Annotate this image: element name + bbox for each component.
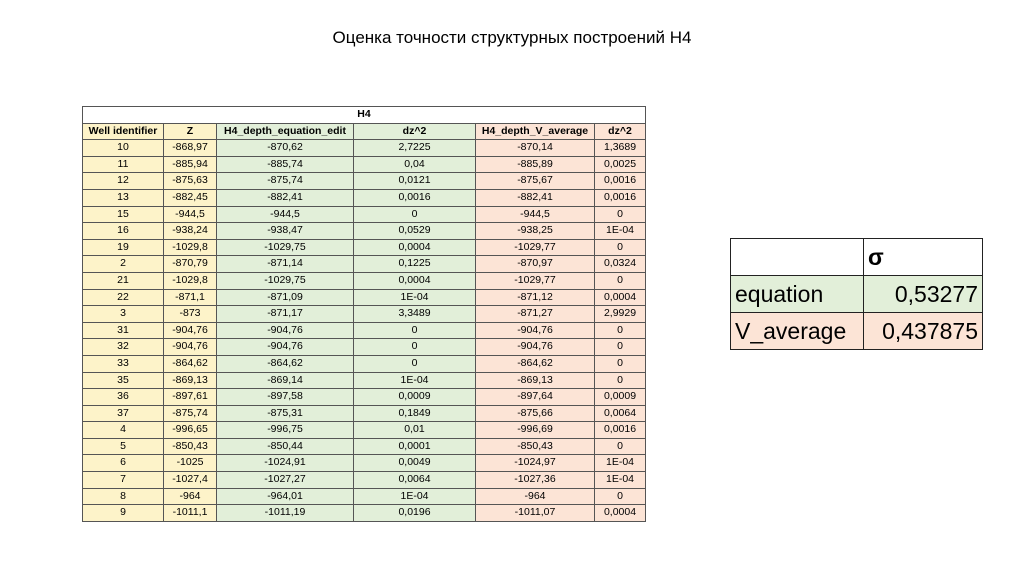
table-row — [83, 405, 646, 422]
cell-z: -868,97 — [164, 140, 217, 157]
cell-z: -1011,1 — [164, 505, 217, 522]
cell-z: -875,63 — [164, 173, 217, 190]
cell-dz2-equation: 0,0196 — [354, 505, 476, 522]
cell-depth-v-average: -944,5 — [476, 206, 595, 223]
cell-depth-equation: -996,75 — [217, 422, 354, 439]
cell-dz2-v-average: 1,3689 — [595, 140, 646, 157]
cell-depth-equation: -904,76 — [217, 322, 354, 339]
header-dz2-v-average: dz^2 — [595, 123, 646, 140]
cell-dz2-equation: 0,0004 — [354, 239, 476, 256]
cell-depth-v-average: -850,43 — [476, 438, 595, 455]
cell-dz2-equation: 1E-04 — [354, 488, 476, 505]
table-row — [83, 256, 646, 273]
sigma-label-v-average: V_average — [731, 313, 864, 350]
cell-dz2-equation: 0,0049 — [354, 455, 476, 472]
cell-dz2-v-average: 0,0004 — [595, 289, 646, 306]
cell-z: -850,43 — [164, 438, 217, 455]
cell-z: -904,76 — [164, 339, 217, 356]
cell-z: -938,24 — [164, 223, 217, 240]
cell-dz2-v-average: 0,0324 — [595, 256, 646, 273]
table-row — [83, 223, 646, 240]
table-row — [83, 339, 646, 356]
cell-z: -1027,4 — [164, 472, 217, 489]
cell-dz2-v-average: 1E-04 — [595, 455, 646, 472]
cell-z: -869,13 — [164, 372, 217, 389]
sigma-row-v-average — [731, 313, 983, 350]
cell-depth-v-average: -870,14 — [476, 140, 595, 157]
table-row — [83, 140, 646, 157]
cell-well-id: 10 — [83, 140, 164, 157]
cell-depth-equation: -871,14 — [217, 256, 354, 273]
slide-title: Оценка точности структурных построений H4 — [332, 28, 692, 47]
cell-z: -964 — [164, 488, 217, 505]
cell-dz2-v-average: 0,0025 — [595, 156, 646, 173]
cell-dz2-equation: 0,0529 — [354, 223, 476, 240]
cell-well-id: 32 — [83, 339, 164, 356]
cell-depth-v-average: -897,64 — [476, 389, 595, 406]
cell-well-id: 8 — [83, 488, 164, 505]
cell-dz2-equation: 0,1849 — [354, 405, 476, 422]
cell-well-id: 6 — [83, 455, 164, 472]
cell-well-id: 4 — [83, 422, 164, 439]
cell-well-id: 3 — [83, 306, 164, 323]
header-depth-equation: H4_depth_equation_edit — [217, 123, 354, 140]
cell-well-id: 12 — [83, 173, 164, 190]
column-header-row — [83, 123, 646, 140]
sigma-row-equation — [731, 276, 983, 313]
cell-depth-equation: -897,58 — [217, 389, 354, 406]
cell-well-id: 35 — [83, 372, 164, 389]
table-row — [83, 239, 646, 256]
sigma-value-v-average: 0,437875 — [864, 313, 983, 350]
table-row — [83, 488, 646, 505]
cell-dz2-v-average: 0,0016 — [595, 189, 646, 206]
header-dz2-equation: dz^2 — [354, 123, 476, 140]
table-row — [83, 355, 646, 372]
cell-dz2-v-average: 0 — [595, 355, 646, 372]
cell-well-id: 13 — [83, 189, 164, 206]
cell-depth-v-average: -904,76 — [476, 322, 595, 339]
cell-depth-equation: -864,62 — [217, 355, 354, 372]
cell-dz2-equation: 0,01 — [354, 422, 476, 439]
cell-dz2-v-average: 1E-04 — [595, 223, 646, 240]
cell-z: -871,1 — [164, 289, 217, 306]
cell-depth-v-average: -870,97 — [476, 256, 595, 273]
cell-depth-equation: -871,09 — [217, 289, 354, 306]
cell-dz2-v-average: 0,0004 — [595, 505, 646, 522]
table-row — [83, 156, 646, 173]
cell-dz2-equation: 0,0121 — [354, 173, 476, 190]
table-row — [83, 289, 646, 306]
cell-dz2-v-average: 0 — [595, 239, 646, 256]
cell-depth-v-average: -996,69 — [476, 422, 595, 439]
table-row — [83, 505, 646, 522]
cell-dz2-equation: 0,1225 — [354, 256, 476, 273]
cell-depth-equation: -875,31 — [217, 405, 354, 422]
cell-z: -873 — [164, 306, 217, 323]
cell-depth-v-average: -869,13 — [476, 372, 595, 389]
cell-dz2-v-average: 0 — [595, 488, 646, 505]
table-row — [83, 472, 646, 489]
group-header-row — [83, 107, 646, 124]
cell-z: -1025 — [164, 455, 217, 472]
cell-dz2-equation: 0 — [354, 355, 476, 372]
table-row — [83, 372, 646, 389]
cell-well-id: 2 — [83, 256, 164, 273]
cell-z: -944,5 — [164, 206, 217, 223]
cell-depth-equation: -1011,19 — [217, 505, 354, 522]
cell-well-id: 15 — [83, 206, 164, 223]
cell-well-id: 11 — [83, 156, 164, 173]
cell-depth-v-average: -864,62 — [476, 355, 595, 372]
cell-depth-equation: -875,74 — [217, 173, 354, 190]
cell-depth-v-average: -904,76 — [476, 339, 595, 356]
cell-z: -897,61 — [164, 389, 217, 406]
cell-dz2-v-average: 0,0064 — [595, 405, 646, 422]
cell-dz2-v-average: 0 — [595, 372, 646, 389]
cell-depth-v-average: -871,12 — [476, 289, 595, 306]
cell-depth-v-average: -1024,97 — [476, 455, 595, 472]
header-depth-v-average: H4_depth_V_average — [476, 123, 595, 140]
group-header: H4 — [83, 107, 646, 124]
cell-dz2-equation: 0,0001 — [354, 438, 476, 455]
cell-depth-v-average: -871,27 — [476, 306, 595, 323]
cell-depth-v-average: -938,25 — [476, 223, 595, 240]
cell-dz2-v-average: 0 — [595, 322, 646, 339]
cell-z: -870,79 — [164, 256, 217, 273]
cell-depth-equation: -885,74 — [217, 156, 354, 173]
sigma-header: σ — [864, 239, 983, 276]
table-row — [83, 455, 646, 472]
cell-depth-equation: -1027,27 — [217, 472, 354, 489]
cell-dz2-equation: 1E-04 — [354, 289, 476, 306]
cell-depth-equation: -1029,75 — [217, 239, 354, 256]
cell-depth-equation: -870,62 — [217, 140, 354, 157]
table-row — [83, 173, 646, 190]
cell-z: -1029,8 — [164, 239, 217, 256]
cell-z: -996,65 — [164, 422, 217, 439]
cell-depth-equation: -871,17 — [217, 306, 354, 323]
cell-well-id: 37 — [83, 405, 164, 422]
cell-well-id: 31 — [83, 322, 164, 339]
cell-dz2-equation: 1E-04 — [354, 372, 476, 389]
cell-z: -864,62 — [164, 355, 217, 372]
cell-depth-equation: -944,5 — [217, 206, 354, 223]
cell-dz2-equation: 2,7225 — [354, 140, 476, 157]
cell-depth-v-average: -1029,77 — [476, 272, 595, 289]
cell-well-id: 5 — [83, 438, 164, 455]
sigma-label-equation: equation — [731, 276, 864, 313]
cell-well-id: 33 — [83, 355, 164, 372]
cell-well-id: 22 — [83, 289, 164, 306]
table-body — [83, 140, 646, 522]
cell-dz2-v-average: 2,9929 — [595, 306, 646, 323]
cell-dz2-v-average: 0 — [595, 272, 646, 289]
cell-dz2-equation: 3,3489 — [354, 306, 476, 323]
table-row — [83, 438, 646, 455]
cell-dz2-equation: 0 — [354, 339, 476, 356]
sigma-value-equation: 0,53277 — [864, 276, 983, 313]
cell-depth-equation: -938,47 — [217, 223, 354, 240]
cell-well-id: 36 — [83, 389, 164, 406]
cell-z: -1029,8 — [164, 272, 217, 289]
header-z: Z — [164, 123, 217, 140]
sigma-table — [730, 238, 983, 350]
cell-depth-v-average: -882,41 — [476, 189, 595, 206]
sigma-header-row — [731, 239, 983, 276]
cell-dz2-equation: 0 — [354, 206, 476, 223]
cell-dz2-v-average: 0 — [595, 438, 646, 455]
cell-depth-v-average: -964 — [476, 488, 595, 505]
cell-dz2-v-average: 0,0009 — [595, 389, 646, 406]
cell-dz2-v-average: 0,0016 — [595, 422, 646, 439]
cell-depth-v-average: -885,89 — [476, 156, 595, 173]
cell-z: -882,45 — [164, 189, 217, 206]
cell-depth-v-average: -1029,77 — [476, 239, 595, 256]
cell-dz2-equation: 0,0004 — [354, 272, 476, 289]
cell-depth-v-average: -1027,36 — [476, 472, 595, 489]
cell-z: -875,74 — [164, 405, 217, 422]
cell-dz2-v-average: 0 — [595, 206, 646, 223]
cell-depth-equation: -869,14 — [217, 372, 354, 389]
cell-dz2-v-average: 0,0016 — [595, 173, 646, 190]
cell-dz2-equation: 0,0016 — [354, 189, 476, 206]
cell-dz2-v-average: 0 — [595, 339, 646, 356]
cell-depth-v-average: -875,66 — [476, 405, 595, 422]
cell-depth-v-average: -875,67 — [476, 173, 595, 190]
cell-depth-equation: -1029,75 — [217, 272, 354, 289]
cell-dz2-equation: 0,0064 — [354, 472, 476, 489]
cell-depth-v-average: -1011,07 — [476, 505, 595, 522]
header-well-identifier: Well identifier — [83, 123, 164, 140]
cell-well-id: 19 — [83, 239, 164, 256]
cell-dz2-v-average: 1E-04 — [595, 472, 646, 489]
cell-depth-equation: -882,41 — [217, 189, 354, 206]
table-row — [83, 306, 646, 323]
cell-depth-equation: -850,44 — [217, 438, 354, 455]
table-row — [83, 272, 646, 289]
cell-depth-equation: -964,01 — [217, 488, 354, 505]
h4-data-table — [82, 106, 646, 522]
table-row — [83, 322, 646, 339]
cell-z: -885,94 — [164, 156, 217, 173]
cell-well-id: 16 — [83, 223, 164, 240]
table-row — [83, 422, 646, 439]
cell-z: -904,76 — [164, 322, 217, 339]
cell-depth-equation: -1024,91 — [217, 455, 354, 472]
cell-depth-equation: -904,76 — [217, 339, 354, 356]
cell-dz2-equation: 0 — [354, 322, 476, 339]
table-row — [83, 206, 646, 223]
cell-dz2-equation: 0,0009 — [354, 389, 476, 406]
cell-well-id: 21 — [83, 272, 164, 289]
cell-well-id: 9 — [83, 505, 164, 522]
table-row — [83, 389, 646, 406]
table-row — [83, 189, 646, 206]
cell-well-id: 7 — [83, 472, 164, 489]
sigma-header-empty — [731, 239, 864, 276]
cell-dz2-equation: 0,04 — [354, 156, 476, 173]
